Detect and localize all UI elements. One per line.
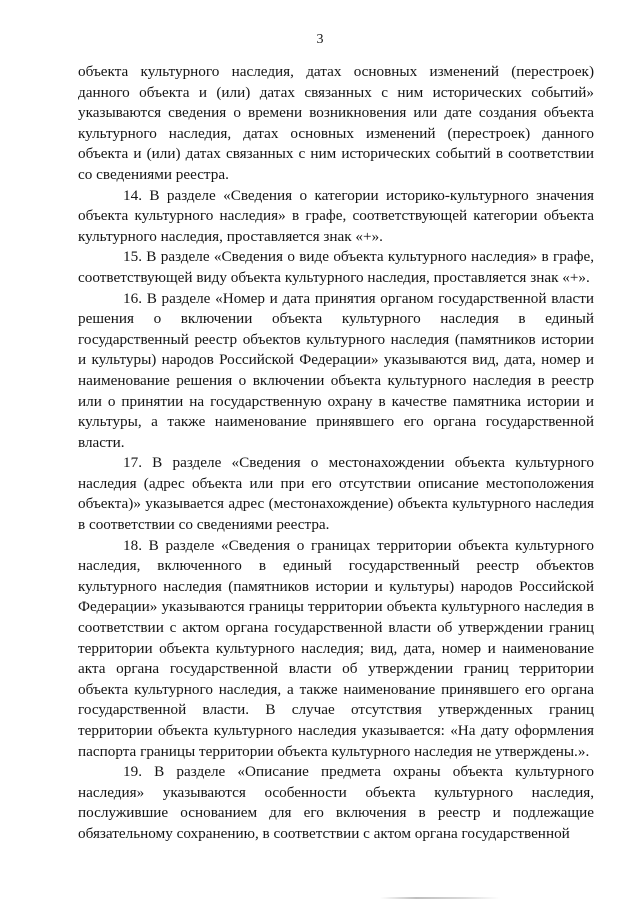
paragraph-18: 18. В разделе «Сведения о границах территории объекта культурного наследия, включенного в единый государственный реестр объектов культурного наследия (памятников истории и культуры) народов Российской Федерации» указываются границы территории объекта культурного наследия в соответствии с актом органа государственной власти об утверждении границ территории объекта культурного наследия; вид, дата, номер и наименование акта органа государственной власти об утверждении границ территории объекта культурного наследия, а также наименование принявшего его органа государственной власти. В случае отсутствия утвержденных границ территории объекта культурного наследия указывается: «На дату оформления паспорта границы территории объекта культурного наследия не утверждены.». bbox=[78, 536, 594, 760]
page-number: 3 bbox=[316, 32, 324, 47]
paragraph-15: 15. В разделе «Сведения о виде объекта культурного наследия» в графе, соответствующей виду объекта культурного наследия, проставляется знак «+». bbox=[78, 248, 594, 286]
document-body bbox=[78, 62, 594, 845]
paragraph-13-continuation: объекта культурного наследия, датах основных изменений (перестроек) данного объекта и (или) датах связанных с ним исторических событий» указываются сведения о времени возникновения или дате создания объекта культурного наследия, датах основных изменений (перестроек) данного объекта и (или) датах связанных с ним исторических событий в соответствии со сведениями реестра. bbox=[78, 63, 594, 183]
paragraph-14: 14. В разделе «Сведения о категории историко-культурного значения объекта культурного наследия» в графе, соответствующей категории объекта культурного наследия, проставляется знак «+». bbox=[78, 186, 594, 245]
paragraph-17: 17. В разделе «Сведения о местонахождении объекта культурного наследия (адрес объекта или при его отсутствии описание местоположения объекта)» указывается адрес (местонахождение) объекта культурного наследия в соответствии со сведениями реестра. bbox=[78, 454, 594, 534]
paragraph-16: 16. В разделе «Номер и дата принятия органом государственной власти решения о включении объекта культурного наследия в единый государственный реестр объектов культурного наследия (памятников истории и культуры) народов Российской Федерации» указываются вид, дата, номер и наименование решения о включении объекта культурного наследия в реестр или о принятии на государственную охрану в качестве памятника истории и культуры, а также наименование принявшего его органа государственной власти. bbox=[78, 289, 594, 451]
paragraph-19: 19. В разделе «Описание предмета охраны объекта культурного наследия» указываются особенности объекта культурного наследия, послужившие основанием для его включения в реестр и подлежащие обязательному сохранению, в соответствии с актом органа государственной bbox=[78, 763, 594, 842]
scan-artifact bbox=[380, 897, 500, 899]
